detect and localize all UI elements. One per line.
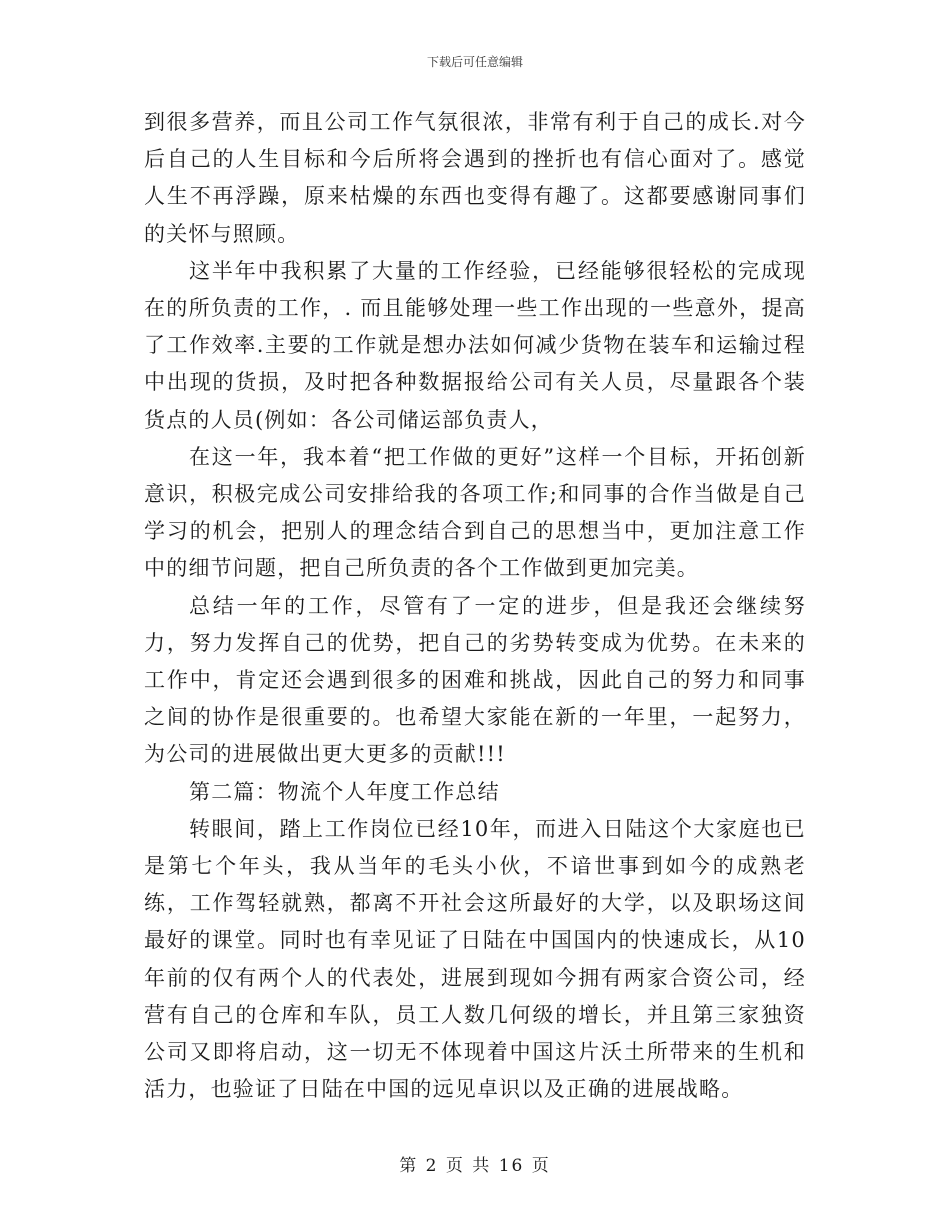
paragraph-work-experience: 这半年中我积累了大量的工作经验，已经能够很轻松的完成现在的所负责的工作，. 而且能够处理一些工作出现的一些意外，提高了工作效率.主要的工作就是想办法如何减少货物在装车和运输过程中出现的货损，及时把各种数据报给公司有关人员，尽量跟各个装货点的人员(例如：各公司储运部负责人， [144,258,806,432]
paragraph-goals: 在这一年，我本着“把工作做的更好”这样一个目标，开拓创新意识，积极完成公司安排给我的各项工作;和同事的合作当做是自己学习的机会，把别人的理念结合到自己的思想当中，更加注意工作中的细节问题，把自己所负责的各个工作做到更加完美。 [144,444,806,581]
section-heading: 第二篇：物流个人年度工作总结 [189,779,500,804]
document-body [144,104,806,1108]
page-header: 下载后可任意编辑 [426,55,523,69]
paragraph-summary: 总结一年的工作，尽管有了一定的进步，但是我还会继续努力，努力发挥自己的优势，把自己的劣势转变成为优势。在未来的工作中，肯定还会遇到很多的困难和挑战，因此自己的努力和同事之间的协作是很重要的。也希望大家能在新的一年里，一起努力，为公司的进展做出更大更多的贡献!!! [144,593,806,767]
paragraph-continuation: 到很多营养，而且公司工作气氛很浓，非常有利于自己的成长.对今后自己的人生目标和今后所将会遇到的挫折也有信心面对了。感觉人生不再浮躁，原来枯燥的东西也变得有趣了。这都要感谢同事们的关怀与照顾。 [144,110,806,246]
paragraph-second-article: 转眼间，踏上工作岗位已经10年，而进入日陆这个大家庭也已是第七个年头，我从当年的毛头小伙，不谙世事到如今的成熟老练，工作驾轻就熟，都离不开社会这所最好的大学，以及职场这间最好的课堂。同时也有幸见证了日陆在中国国内的快速成长，从10年前的仅有两个人的代表处，进展到现如今拥有两家合资公司，经营有自己的仓库和车队，员工人数几何级的增长，并且第三家独资公司又即将启动，这一切无不体现着中国这片沃土所带来的生机和活力，也验证了日陆在中国的远见卓识以及正确的进展战略。 [144,816,806,1102]
page-number: 第 2 页 共 16 页 [399,1156,551,1176]
